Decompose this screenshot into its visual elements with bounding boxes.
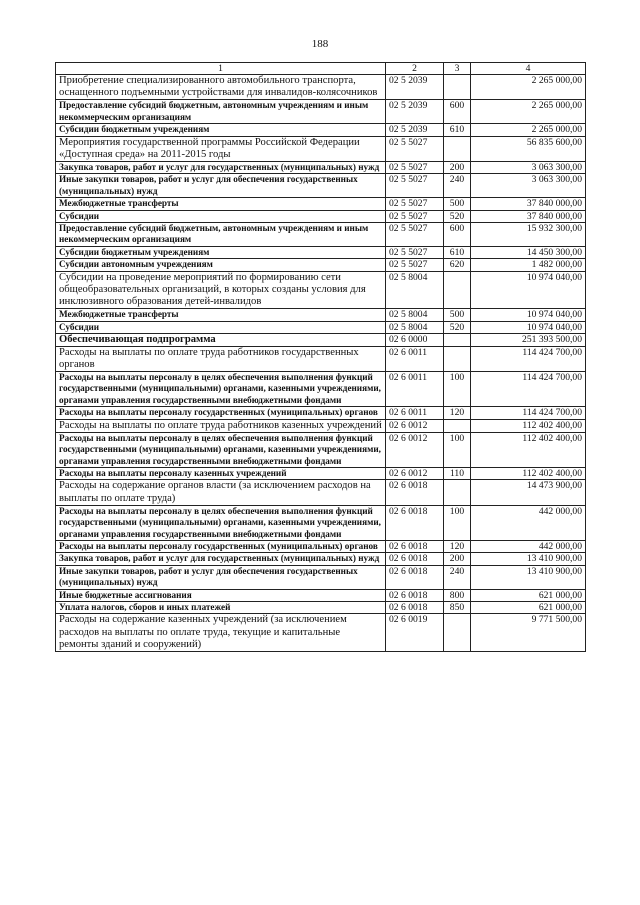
row-name: Расходы на выплаты персоналу в целях обеспечения выполнения функций государственными (муниципальными) органами, казенными учреждениями, органами управления государственными внебюджетными фондами (56, 432, 386, 467)
row-type: 240 (444, 565, 471, 589)
row-type: 600 (444, 223, 471, 247)
table-row (56, 565, 586, 589)
table-row (56, 259, 586, 271)
row-code: 02 5 5027 (386, 259, 444, 271)
row-name: Обеспечивающая подпрограмма (56, 334, 386, 346)
table-header-row (56, 63, 586, 75)
row-amount: 442 000,00 (471, 541, 586, 553)
row-name: Субсидии бюджетным учреждениям (56, 124, 386, 136)
row-name: Субсидии бюджетным учреждениям (56, 246, 386, 258)
table-row (56, 174, 586, 198)
row-type: 610 (444, 246, 471, 258)
row-type (444, 346, 471, 371)
table-row (56, 553, 586, 565)
row-code: 02 5 5027 (386, 136, 444, 161)
row-amount: 9 771 500,00 (471, 614, 586, 652)
row-name: Межбюджетные трансферты (56, 198, 386, 210)
row-amount: 114 424 700,00 (471, 371, 586, 406)
row-code: 02 6 0018 (386, 541, 444, 553)
row-name: Закупка товаров, работ и услуг для государственных (муниципальных) нужд (56, 553, 386, 565)
row-type: 600 (444, 100, 471, 124)
table-row (56, 589, 586, 601)
table-row (56, 223, 586, 247)
row-name: Субсидии автономным учреждениям (56, 259, 386, 271)
row-amount: 14 450 300,00 (471, 246, 586, 258)
row-code: 02 6 0018 (386, 553, 444, 565)
row-code: 02 5 5027 (386, 162, 444, 174)
row-name: Предоставление субсидий бюджетным, автономным учреждениям и иным некоммерческим организациям (56, 223, 386, 247)
table-row (56, 602, 586, 614)
table-row (56, 371, 586, 406)
row-code: 02 5 5027 (386, 246, 444, 258)
table-row (56, 124, 586, 136)
row-amount: 2 265 000,00 (471, 75, 586, 100)
row-name: Расходы на выплаты по оплате труда работников казенных учреждений (56, 419, 386, 432)
row-code: 02 6 0018 (386, 565, 444, 589)
table-row (56, 467, 586, 479)
row-amount: 251 393 500,00 (471, 334, 586, 346)
row-amount: 37 840 000,00 (471, 210, 586, 222)
row-type: 100 (444, 505, 471, 540)
row-amount: 13 410 900,00 (471, 553, 586, 565)
row-code: 02 5 2039 (386, 100, 444, 124)
row-code: 02 5 5027 (386, 198, 444, 210)
row-name: Иные закупки товаров, работ и услуг для обеспечения государственных (муниципальных) нужд (56, 174, 386, 198)
row-code: 02 5 2039 (386, 124, 444, 136)
row-amount: 621 000,00 (471, 589, 586, 601)
row-name: Межбюджетные трансферты (56, 309, 386, 321)
table-row (56, 162, 586, 174)
row-type (444, 271, 471, 309)
row-amount: 2 265 000,00 (471, 124, 586, 136)
row-type: 800 (444, 589, 471, 601)
row-type (444, 419, 471, 432)
row-type: 100 (444, 432, 471, 467)
row-code: 02 5 8004 (386, 271, 444, 309)
header-col-2: 2 (386, 63, 444, 75)
table-row (56, 75, 586, 100)
row-amount: 112 402 400,00 (471, 432, 586, 467)
row-code: 02 6 0018 (386, 589, 444, 601)
row-type (444, 136, 471, 161)
row-name: Иные бюджетные ассигнования (56, 589, 386, 601)
row-name: Уплата налогов, сборов и иных платежей (56, 602, 386, 614)
row-name: Расходы на выплаты персоналу казенных учреждений (56, 467, 386, 479)
row-name: Расходы на выплаты персоналу государственных (муниципальных) органов (56, 541, 386, 553)
row-amount: 3 063 300,00 (471, 162, 586, 174)
row-type: 620 (444, 259, 471, 271)
row-name: Иные закупки товаров, работ и услуг для обеспечения государственных (муниципальных) нужд (56, 565, 386, 589)
row-amount: 15 932 300,00 (471, 223, 586, 247)
row-amount: 56 835 600,00 (471, 136, 586, 161)
row-name: Расходы на выплаты персоналу в целях обеспечения выполнения функций государственными (муниципальными) органами, казенными учреждениями, органами управления государственными внебюджетными фондами (56, 505, 386, 540)
row-code: 02 6 0012 (386, 432, 444, 467)
table-row (56, 432, 586, 467)
row-amount: 621 000,00 (471, 602, 586, 614)
table-row (56, 246, 586, 258)
row-type: 520 (444, 321, 471, 333)
table-row (56, 321, 586, 333)
row-name: Субсидии на проведение мероприятий по формированию сети общеобразовательных организаций, в которых созданы условия для инклюзивного образования детей-инвалидов (56, 271, 386, 309)
row-amount: 10 974 040,00 (471, 271, 586, 309)
row-name: Субсидии (56, 210, 386, 222)
row-code: 02 5 8004 (386, 309, 444, 321)
table-row (56, 309, 586, 321)
budget-table (55, 62, 586, 652)
header-col-3: 3 (444, 63, 471, 75)
row-type: 200 (444, 162, 471, 174)
page-number: 188 (311, 38, 329, 50)
row-code: 02 6 0012 (386, 419, 444, 432)
row-type: 120 (444, 407, 471, 419)
row-name: Субсидии (56, 321, 386, 333)
row-code: 02 5 5027 (386, 174, 444, 198)
row-amount: 112 402 400,00 (471, 467, 586, 479)
row-amount: 10 974 040,00 (471, 309, 586, 321)
row-type: 520 (444, 210, 471, 222)
row-code: 02 6 0019 (386, 614, 444, 652)
row-amount: 3 063 300,00 (471, 174, 586, 198)
row-type: 100 (444, 371, 471, 406)
row-name: Закупка товаров, работ и услуг для государственных (муниципальных) нужд (56, 162, 386, 174)
row-code: 02 6 0011 (386, 371, 444, 406)
row-amount: 2 265 000,00 (471, 100, 586, 124)
row-name: Расходы на выплаты персоналу государственных (муниципальных) органов (56, 407, 386, 419)
row-code: 02 6 0011 (386, 346, 444, 371)
table-row (56, 614, 586, 652)
row-code: 02 5 2039 (386, 75, 444, 100)
table-row (56, 480, 586, 505)
row-type: 500 (444, 309, 471, 321)
table-row (56, 505, 586, 540)
table-row (56, 100, 586, 124)
row-amount: 13 410 900,00 (471, 565, 586, 589)
header-col-1: 1 (56, 63, 386, 75)
row-name: Предоставление субсидий бюджетным, автономным учреждениям и иным некоммерческим организациям (56, 100, 386, 124)
row-code: 02 5 5027 (386, 223, 444, 247)
row-name: Расходы на выплаты по оплате труда работников государственных органов (56, 346, 386, 371)
row-code: 02 6 0018 (386, 480, 444, 505)
row-type (444, 480, 471, 505)
row-type: 610 (444, 124, 471, 136)
row-amount: 114 424 700,00 (471, 407, 586, 419)
row-code: 02 6 0018 (386, 602, 444, 614)
row-type (444, 75, 471, 100)
row-amount: 114 424 700,00 (471, 346, 586, 371)
table-row (56, 541, 586, 553)
table-row (56, 334, 586, 346)
table-row (56, 198, 586, 210)
row-code: 02 6 0000 (386, 334, 444, 346)
row-code: 02 6 0011 (386, 407, 444, 419)
table-row (56, 419, 586, 432)
row-type: 500 (444, 198, 471, 210)
row-type: 200 (444, 553, 471, 565)
row-type: 240 (444, 174, 471, 198)
row-type (444, 334, 471, 346)
row-name: Приобретение специализированного автомобильного транспорта, оснащенного подъемными устройствами для инвалидов-колясочников (56, 75, 386, 100)
row-code: 02 5 5027 (386, 210, 444, 222)
header-col-4: 4 (471, 63, 586, 75)
row-type (444, 614, 471, 652)
row-type: 120 (444, 541, 471, 553)
row-type: 110 (444, 467, 471, 479)
row-name: Расходы на выплаты персоналу в целях обеспечения выполнения функций государственными (муниципальными) органами, казенными учреждениями, органами управления государственными внебюджетными фондами (56, 371, 386, 406)
row-amount: 10 974 040,00 (471, 321, 586, 333)
row-code: 02 6 0018 (386, 505, 444, 540)
table-row (56, 136, 586, 161)
row-amount: 37 840 000,00 (471, 198, 586, 210)
table-row (56, 346, 586, 371)
row-name: Расходы на содержание органов власти (за исключением расходов на выплаты по оплате труда) (56, 480, 386, 505)
row-name: Мероприятия государственной программы Российской Федерации «Доступная среда» на 2011-2015 годы (56, 136, 386, 161)
table-row (56, 407, 586, 419)
row-code: 02 5 8004 (386, 321, 444, 333)
row-name: Расходы на содержание казенных учреждений (за исключением расходов на выплаты по оплате труда, текущие и капитальные ремонты зданий и сооружений) (56, 614, 386, 652)
row-code: 02 6 0012 (386, 467, 444, 479)
row-amount: 112 402 400,00 (471, 419, 586, 432)
row-amount: 1 482 000,00 (471, 259, 586, 271)
row-amount: 442 000,00 (471, 505, 586, 540)
row-amount: 14 473 900,00 (471, 480, 586, 505)
table-row (56, 210, 586, 222)
table-row (56, 271, 586, 309)
row-type: 850 (444, 602, 471, 614)
